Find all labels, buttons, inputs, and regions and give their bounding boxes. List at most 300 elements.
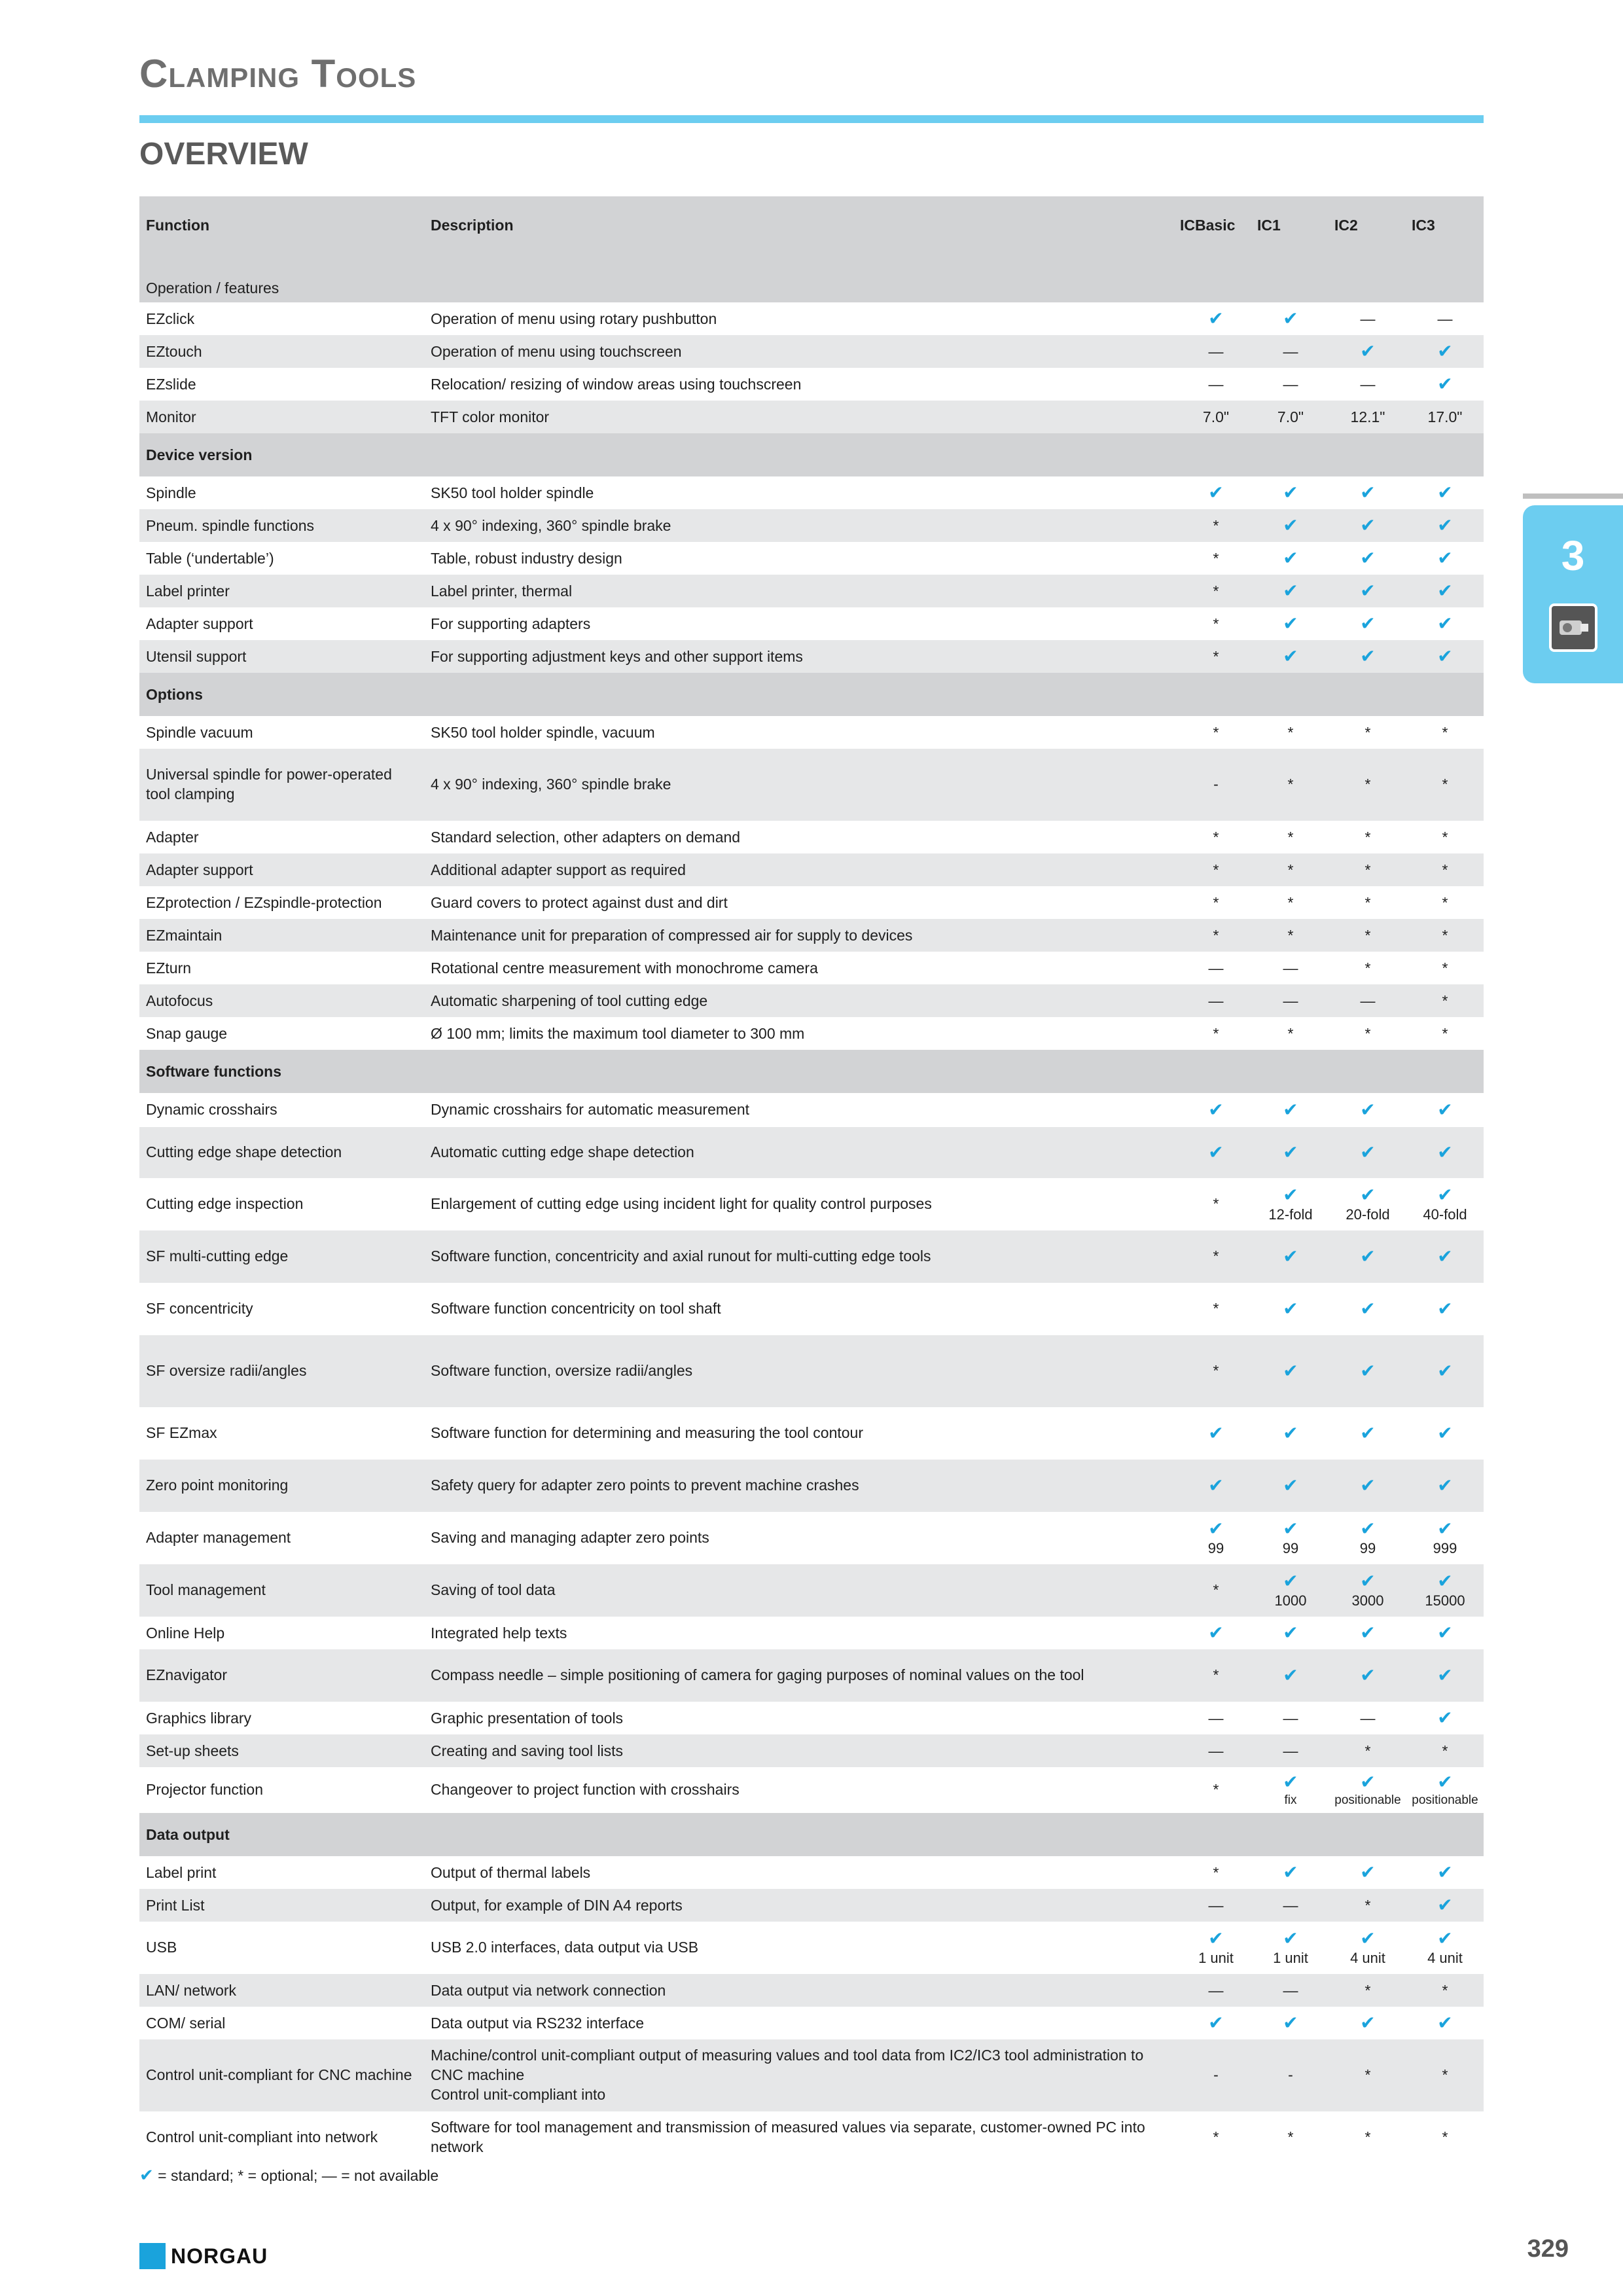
value-cell	[1406, 1974, 1484, 2007]
check-icon: ✔	[1283, 613, 1298, 634]
optional-mark: *	[1364, 1896, 1371, 1914]
optional-mark: *	[1442, 2128, 1448, 2146]
side-tab-bar	[1523, 493, 1623, 499]
value-cell	[1406, 1564, 1484, 1617]
value-cell	[1180, 476, 1252, 509]
value-cell	[1406, 1335, 1484, 1407]
value-cell	[1406, 952, 1484, 984]
check-icon: ✔	[1283, 1665, 1298, 1685]
function-cell: Adapter support	[139, 853, 424, 886]
value-cell	[1329, 1974, 1406, 2007]
description-cell: Ø 100 mm; limits the maximum tool diameter to 300 mm	[431, 1024, 805, 1042]
table-row	[139, 1017, 1484, 1050]
not-available-mark: —	[1360, 1709, 1376, 1727]
optional-mark: *	[1442, 723, 1448, 741]
check-icon: ✔	[1283, 1299, 1298, 1319]
value-cell	[1329, 1702, 1406, 1734]
description-cell: Changeover to project function with crosshairs	[431, 1781, 740, 1799]
optional-mark: *	[1213, 828, 1219, 846]
function-cell: Utensil support	[139, 640, 424, 673]
description-cell: Saving and managing adapter zero points	[431, 1529, 709, 1547]
value-cell	[1180, 952, 1252, 984]
function-cell: Zero point monitoring	[139, 1460, 424, 1512]
value-cell	[1180, 1407, 1252, 1460]
value-cell	[1329, 401, 1406, 433]
value-cell	[1329, 1017, 1406, 1050]
value-cell	[1329, 1856, 1406, 1889]
function-cell: SF EZmax	[146, 1424, 217, 1442]
optional-mark: *	[1213, 1247, 1219, 1265]
check-icon: ✔	[1283, 515, 1298, 535]
check-icon: ✔	[1360, 515, 1376, 535]
not-available-mark: —	[1208, 1896, 1224, 1914]
optional-mark: *	[1364, 861, 1371, 878]
value-cell	[1329, 368, 1406, 401]
function-cell: Cutting edge inspection	[146, 1195, 304, 1213]
value-cell	[1180, 1178, 1252, 1230]
function-cell: Control unit-compliant for CNC machine	[139, 2039, 424, 2111]
value-cell	[1406, 302, 1484, 335]
value-cell	[1180, 368, 1252, 401]
check-icon: ✔	[1360, 1665, 1376, 1685]
description-cell: TFT color monitor	[424, 401, 1180, 433]
column-header-description: Description	[424, 196, 1180, 254]
table-row	[139, 1407, 1484, 1460]
check-icon: ✔	[1283, 548, 1298, 568]
description-cell: Guard covers to protect against dust and dirt	[431, 893, 728, 911]
check-icon: ✔	[1283, 1246, 1298, 1266]
check-icon: ✔	[1437, 515, 1453, 535]
value-cell	[1252, 1649, 1329, 1702]
optional-mark: *	[1213, 1300, 1219, 1318]
value-cell	[1180, 1617, 1252, 1649]
group-title: Operation / features	[139, 254, 1484, 302]
table-row	[139, 302, 1484, 335]
check-icon: ✔	[1360, 1361, 1376, 1381]
value-cell	[1329, 1230, 1406, 1283]
value-cell	[1180, 1974, 1252, 2007]
value-cell	[1180, 1767, 1252, 1813]
value-cell	[1252, 476, 1329, 509]
description-cell: For supporting adjustment keys and other support items	[424, 640, 1180, 673]
value-cell	[1329, 1889, 1406, 1922]
table-row	[139, 716, 1484, 749]
value-cell	[1406, 476, 1484, 509]
function-cell: Online Help	[146, 1624, 225, 1641]
value-cell	[1329, 1617, 1406, 1649]
check-icon: ✔	[1208, 1423, 1224, 1443]
logo-text: NORGAU	[171, 2244, 268, 2268]
check-icon: ✔	[1360, 1423, 1376, 1443]
value-text: fix	[1284, 1793, 1297, 1807]
check-icon: ✔	[1208, 1518, 1224, 1539]
not-available-mark: —	[1283, 1709, 1298, 1727]
description-cell: Software for tool management and transmission of measured values via separate, customer-owned PC into network	[431, 2119, 1145, 2155]
value-cell	[1329, 1093, 1406, 1127]
value-cell	[1252, 401, 1329, 433]
value-cell	[1180, 919, 1252, 952]
column-header-icbasic: ICBasic	[1180, 196, 1252, 254]
value-cell	[1252, 716, 1329, 749]
value-cell	[1329, 2111, 1406, 2164]
optional-mark: *	[1287, 861, 1294, 878]
value-cell	[1252, 952, 1329, 984]
value-cell	[1329, 1922, 1406, 1974]
check-icon: ✔	[1208, 308, 1224, 329]
check-icon: ✔	[1283, 646, 1298, 666]
check-icon: ✔	[1437, 1184, 1453, 1205]
table-row	[139, 401, 1484, 433]
check-icon: ✔	[1437, 1299, 1453, 1319]
not-available-mark: —	[1208, 342, 1224, 360]
check-icon: ✔	[1283, 1518, 1298, 1539]
value-cell	[1180, 1649, 1252, 1702]
description-cell: Machine/control unit-compliant output of measuring values and tool data from IC2/IC3 tool administration to CNC machine Control unit-compliant into	[424, 2039, 1180, 2111]
description-cell: Additional adapter support as required	[424, 853, 1180, 886]
check-icon: ✔	[1437, 1623, 1453, 1643]
not-available-mark: —	[1360, 375, 1376, 393]
legend	[139, 2166, 438, 2185]
value-cell	[1180, 1564, 1252, 1617]
table-row	[139, 1512, 1484, 1564]
value-cell	[1406, 542, 1484, 575]
table-row	[139, 1564, 1484, 1617]
table-row	[139, 1283, 1484, 1335]
check-icon: ✔	[1360, 1475, 1376, 1496]
value-cell	[1406, 1767, 1484, 1813]
value-cell	[1406, 821, 1484, 853]
description-cell: Safety query for adapter zero points to prevent machine crashes	[424, 1460, 1180, 1512]
optional-mark: *	[1213, 1581, 1219, 1599]
not-available-mark: —	[1283, 1742, 1298, 1759]
check-icon: ✔	[1208, 1100, 1224, 1120]
value-cell	[1406, 749, 1484, 821]
optional-mark: *	[1213, 582, 1219, 600]
value-cell	[1252, 1617, 1329, 1649]
not-available-mark: —	[1283, 1896, 1298, 1914]
optional-mark: *	[1213, 1024, 1219, 1042]
table-row	[139, 368, 1484, 401]
function-cell: EZnavigator	[139, 1649, 424, 1702]
not-available-mark: —	[1360, 310, 1376, 327]
function-cell: Table (‘undertable’)	[146, 549, 274, 567]
value-cell	[1329, 853, 1406, 886]
check-icon: ✔	[1283, 1570, 1298, 1591]
function-cell: Label print	[146, 1863, 217, 1881]
check-icon: ✔	[1437, 613, 1453, 634]
check-icon: ✔	[1283, 1142, 1298, 1162]
not-available-mark: —	[1208, 959, 1224, 977]
value-cell	[1406, 575, 1484, 607]
table-row	[139, 1178, 1484, 1230]
description-cell: 4 x 90° indexing, 360° spindle brake	[424, 749, 1180, 821]
table-row	[139, 2039, 1484, 2111]
check-icon: ✔	[1283, 1361, 1298, 1381]
value-cell	[1329, 1407, 1406, 1460]
value-cell	[1252, 919, 1329, 952]
check-icon: ✔	[1208, 1928, 1224, 1948]
table-row	[139, 1649, 1484, 1702]
title-rule	[139, 115, 1484, 123]
check-icon: ✔	[1437, 1862, 1453, 1882]
function-cell: EZtouch	[139, 335, 424, 368]
table-row	[139, 509, 1484, 542]
value-cell	[1252, 1178, 1329, 1230]
check-icon: ✔	[1360, 1862, 1376, 1882]
check-icon: ✔	[1437, 1518, 1453, 1539]
norgau-logo	[139, 2243, 268, 2269]
value-cell	[1329, 716, 1406, 749]
value-cell	[1406, 1512, 1484, 1564]
value-cell	[1329, 1564, 1406, 1617]
value-text: 999	[1433, 1539, 1457, 1556]
function-cell: SF oversize radii/angles	[139, 1335, 424, 1407]
function-cell: Projector function	[146, 1781, 263, 1799]
table-row	[139, 1335, 1484, 1407]
optional-mark: *	[1213, 893, 1219, 911]
function-cell: Spindle vacuum	[146, 723, 253, 741]
not-available-mark: —	[1283, 375, 1298, 393]
value-cell	[1180, 335, 1252, 368]
value-cell	[1180, 607, 1252, 640]
value-cell	[1180, 302, 1252, 335]
value-cell	[1252, 1017, 1329, 1050]
check-icon: ✔	[1360, 646, 1376, 666]
value-cell	[1252, 607, 1329, 640]
value-text: 99	[1282, 1539, 1299, 1556]
value-cell	[1180, 640, 1252, 673]
value-cell	[1252, 1974, 1329, 2007]
function-cell: Monitor	[139, 401, 424, 433]
overview-table	[139, 196, 1484, 2164]
description-cell: Graphic presentation of tools	[431, 1709, 624, 1727]
column-header-ic1: IC1	[1252, 196, 1329, 254]
value-cell	[1406, 1127, 1484, 1178]
column-header-ic2: IC2	[1329, 196, 1406, 254]
description-cell: Software function for determining and measuring the tool contour	[431, 1424, 863, 1442]
check-icon: ✔	[1437, 482, 1453, 503]
value-cell	[1329, 984, 1406, 1017]
value-cell	[1180, 1283, 1252, 1335]
value-cell	[1406, 1407, 1484, 1460]
optional-mark: *	[1442, 1742, 1448, 1759]
table-row	[139, 1617, 1484, 1649]
optional-mark: *	[1213, 926, 1219, 944]
description-cell: Data output via RS232 interface	[431, 2014, 645, 2032]
check-icon: ✔	[1437, 1665, 1453, 1685]
not-available-mark: —	[1283, 992, 1298, 1009]
optional-mark: *	[1213, 1362, 1219, 1380]
value-cell	[1406, 509, 1484, 542]
optional-mark: *	[1442, 776, 1448, 793]
value-text: 4 unit	[1350, 1949, 1385, 1966]
check-icon: ✔	[1360, 1570, 1376, 1591]
value-cell	[1252, 1230, 1329, 1283]
value-cell	[1329, 640, 1406, 673]
value-text: positionable	[1334, 1793, 1401, 1807]
column-header-ic3: IC3	[1406, 196, 1484, 254]
function-cell: SF multi-cutting edge	[139, 1230, 424, 1283]
value-text: 99	[1359, 1539, 1376, 1556]
chapter-tab[interactable]	[1523, 505, 1623, 683]
group-title: Options	[139, 673, 1484, 716]
table-row	[139, 886, 1484, 919]
value-cell	[1180, 1017, 1252, 1050]
value-text: 12.1"	[1350, 408, 1385, 425]
value-cell	[1329, 1127, 1406, 1178]
value-cell	[1406, 2007, 1484, 2039]
table-row	[139, 607, 1484, 640]
chapter-number: 3	[1561, 532, 1585, 579]
table-row	[139, 952, 1484, 984]
function-cell: SF concentricity	[146, 1300, 253, 1318]
check-icon: ✔	[1437, 646, 1453, 666]
value-cell	[1406, 984, 1484, 1017]
value-cell	[1180, 749, 1252, 821]
value-cell	[1180, 1093, 1252, 1127]
value-cell	[1252, 2039, 1329, 2111]
optional-mark: *	[1287, 926, 1294, 944]
table-row	[139, 1889, 1484, 1922]
value-cell	[1329, 1649, 1406, 1702]
value-text: 99	[1207, 1539, 1224, 1556]
function-cell: LAN/ network	[139, 1974, 424, 2007]
value-cell	[1180, 1922, 1252, 1974]
function-cell: Control unit-compliant into network	[146, 2128, 378, 2146]
value-cell	[1252, 1335, 1329, 1407]
value-cell	[1329, 749, 1406, 821]
description-cell: Integrated help texts	[431, 1624, 567, 1641]
check-icon: ✔	[1283, 1100, 1298, 1120]
group-title: Data output	[139, 1813, 1484, 1856]
value-cell	[1406, 607, 1484, 640]
optional-mark: *	[1287, 776, 1294, 793]
value-cell	[1329, 509, 1406, 542]
optional-mark: *	[1287, 1024, 1294, 1042]
check-icon: ✔	[1283, 2013, 1298, 2033]
description-cell: Enlargement of cutting edge using incident light for quality control purposes	[431, 1195, 932, 1213]
value-cell	[1252, 509, 1329, 542]
table-row	[139, 335, 1484, 368]
function-cell: Universal spindle for power-operated tool clamping	[139, 749, 424, 821]
value-cell	[1252, 1407, 1329, 1460]
not-available-mark: —	[1208, 1981, 1224, 1999]
optional-mark: *	[1364, 1981, 1371, 1999]
table-row	[139, 919, 1484, 952]
value-cell	[1180, 886, 1252, 919]
value-text: -	[1213, 2066, 1219, 2084]
check-icon: ✔	[139, 2165, 154, 2185]
optional-mark: *	[1442, 992, 1448, 1009]
value-cell	[1406, 1702, 1484, 1734]
optional-mark: *	[1364, 926, 1371, 944]
group-header-row	[139, 673, 1484, 716]
optional-mark: *	[1287, 893, 1294, 911]
check-icon: ✔	[1208, 1623, 1224, 1643]
check-icon: ✔	[1208, 1475, 1224, 1496]
value-cell	[1329, 1512, 1406, 1564]
value-cell	[1180, 716, 1252, 749]
optional-mark: *	[1364, 893, 1371, 911]
value-cell	[1329, 302, 1406, 335]
check-icon: ✔	[1360, 1142, 1376, 1162]
logo-square-icon	[139, 2243, 166, 2269]
value-cell	[1329, 1767, 1406, 1813]
value-cell	[1180, 1702, 1252, 1734]
check-icon: ✔	[1360, 613, 1376, 634]
value-text: -	[1213, 776, 1219, 793]
optional-mark: *	[1364, 1742, 1371, 1759]
value-cell	[1252, 1093, 1329, 1127]
not-available-mark: —	[1208, 992, 1224, 1009]
description-cell: 4 x 90° indexing, 360° spindle brake	[424, 509, 1180, 542]
check-icon: ✔	[1360, 548, 1376, 568]
optional-mark: *	[1213, 1863, 1219, 1881]
value-cell	[1329, 335, 1406, 368]
function-cell: USB	[146, 1939, 177, 1956]
optional-mark: *	[1213, 861, 1219, 878]
value-cell	[1180, 575, 1252, 607]
value-cell	[1252, 1856, 1329, 1889]
check-icon: ✔	[1360, 1100, 1376, 1120]
check-icon: ✔	[1437, 1142, 1453, 1162]
function-cell: Cutting edge shape detection	[139, 1127, 424, 1178]
value-text: 3000	[1351, 1592, 1384, 1609]
table-row	[139, 1702, 1484, 1734]
optional-mark: *	[1442, 959, 1448, 977]
check-icon: ✔	[1283, 308, 1298, 329]
value-cell	[1406, 1093, 1484, 1127]
value-cell	[1406, 1856, 1484, 1889]
overview-table-wrap	[139, 196, 1484, 2164]
optional-mark: *	[1442, 1024, 1448, 1042]
value-cell	[1180, 2111, 1252, 2164]
check-icon: ✔	[1437, 1895, 1453, 1915]
description-cell: Software function, oversize radii/angles	[424, 1335, 1180, 1407]
group-title: Software functions	[139, 1050, 1484, 1093]
value-cell	[1180, 1734, 1252, 1767]
description-cell: Compass needle – simple positioning of camera for gaging purposes of nominal values on the tool	[424, 1649, 1180, 1702]
value-cell	[1180, 1856, 1252, 1889]
value-cell	[1252, 853, 1329, 886]
value-cell	[1406, 1649, 1484, 1702]
value-cell	[1406, 401, 1484, 433]
check-icon: ✔	[1360, 1623, 1376, 1643]
table-row	[139, 476, 1484, 509]
group-header-row	[139, 254, 1484, 302]
optional-mark: *	[1287, 828, 1294, 846]
value-text: 15000	[1425, 1592, 1465, 1609]
not-available-mark: —	[1283, 342, 1298, 360]
value-cell	[1329, 952, 1406, 984]
value-cell	[1329, 919, 1406, 952]
value-cell	[1252, 1734, 1329, 1767]
optional-mark: *	[1442, 926, 1448, 944]
check-icon: ✔	[1360, 482, 1376, 503]
value-cell	[1252, 749, 1329, 821]
check-icon: ✔	[1437, 1246, 1453, 1266]
description-cell: Output of thermal labels	[431, 1863, 591, 1881]
function-cell: Autofocus	[139, 984, 424, 1017]
value-cell	[1329, 575, 1406, 607]
not-available-mark: —	[1208, 1709, 1224, 1727]
value-cell	[1252, 302, 1329, 335]
value-cell	[1406, 1178, 1484, 1230]
section-title: OVERVIEW	[139, 137, 308, 171]
table-row	[139, 1460, 1484, 1512]
table-row	[139, 2111, 1484, 2164]
value-cell	[1180, 1230, 1252, 1283]
